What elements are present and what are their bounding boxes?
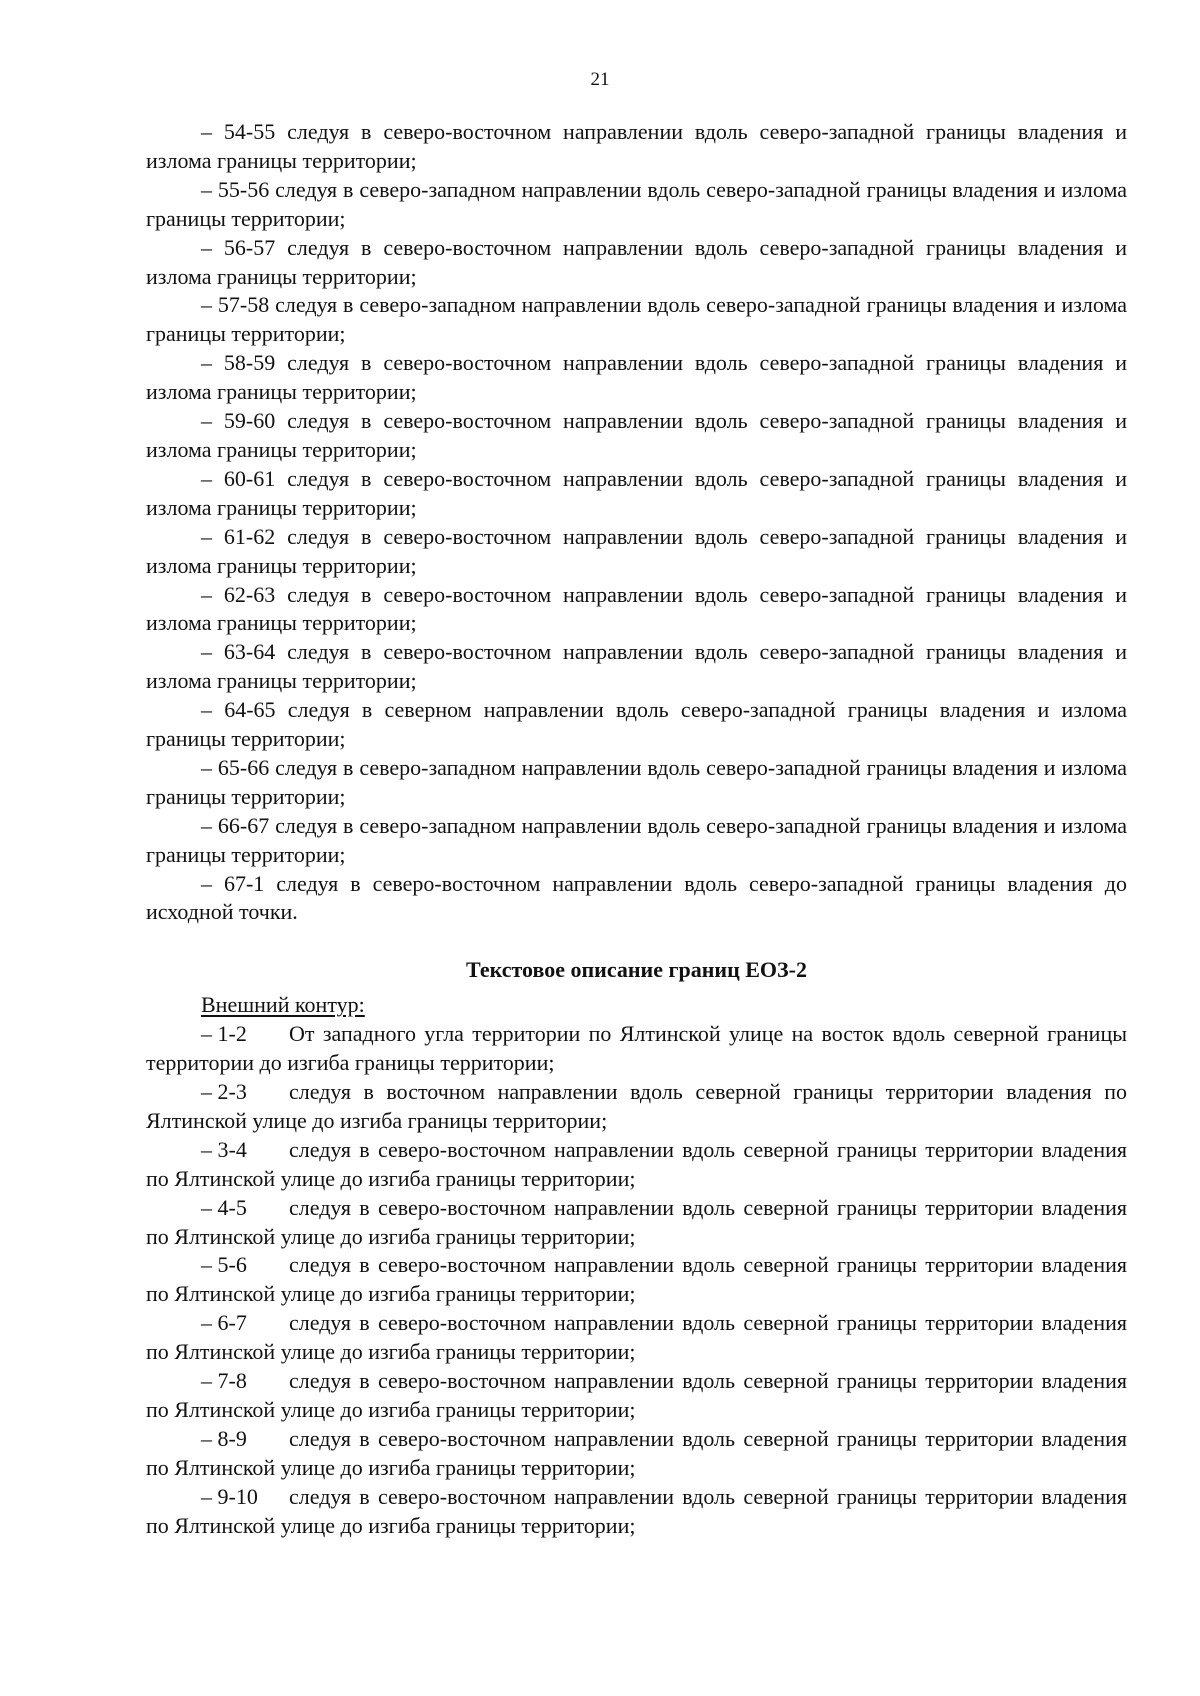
boundary-segment-item bbox=[146, 581, 1127, 639]
segment-number: – 60-61 bbox=[201, 465, 288, 491]
segment-description: следуя в северо-восточном направлении вдоль северо-западной границы владения и излома границы территории; bbox=[146, 408, 1128, 462]
segment-description: следуя в северо-восточном направлении вдоль северо-западной границы владения и излома границы территории; bbox=[146, 234, 1128, 289]
segment-number: – 55-56 bbox=[201, 176, 276, 202]
segment-number: – 56-57 bbox=[201, 234, 288, 260]
page-number: 21 bbox=[590, 69, 610, 90]
segment-description: следуя в северо-восточном направлении вдоль северо-западной границы владения до исходной точки. bbox=[146, 870, 1127, 925]
segment-description: следуя в северо-восточном направлении вдоль северо-западной границы владения и излома границы территории; bbox=[146, 119, 1128, 173]
segment-number: – 58-59 bbox=[201, 350, 288, 376]
segment-number: – 59-60 bbox=[201, 408, 288, 434]
document-body bbox=[146, 118, 1127, 1541]
boundary-segment-item bbox=[146, 1309, 1127, 1367]
boundary-segment-item bbox=[146, 754, 1127, 812]
boundary-list-part1 bbox=[146, 118, 1127, 927]
boundary-segment-item bbox=[146, 1367, 1127, 1425]
boundary-segment-item bbox=[146, 523, 1127, 581]
segment-number: – 9-10 bbox=[201, 1483, 258, 1509]
segment-description: следуя в северо-западном направлении вдоль северо-западной границы владения и излома границы территории; bbox=[146, 292, 1128, 347]
boundary-segment-item bbox=[146, 1078, 1127, 1136]
segment-description: следуя в северо-восточном направлении вдоль северо-западной границы владения и излома границы территории; bbox=[146, 523, 1128, 578]
segment-number: – 3-4 bbox=[201, 1136, 247, 1162]
segment-description: следуя в северо-восточном направлении вдоль северной границы территории владения по Ялтинской улице до изгиба границы территории; bbox=[146, 1136, 1127, 1191]
section-title: Текстовое описание границ ЕОЗ-2 bbox=[466, 957, 807, 983]
boundary-list-part2 bbox=[146, 1020, 1127, 1540]
segment-description: следуя в северо-западном направлении вдоль северо-западной границы владения и излома границы территории; bbox=[146, 754, 1128, 809]
boundary-segment-item bbox=[146, 349, 1127, 407]
segment-number: – 8-9 bbox=[201, 1425, 247, 1451]
boundary-segment-item bbox=[146, 1425, 1127, 1483]
boundary-segment-item bbox=[146, 812, 1127, 870]
segment-number: – 62-63 bbox=[201, 581, 288, 607]
segment-description: следуя в северо-восточном направлении вдоль северо-западной границы владения и излома границы территории; bbox=[146, 465, 1128, 520]
segment-number: – 5-6 bbox=[201, 1252, 247, 1278]
boundary-segment-item bbox=[146, 696, 1127, 754]
boundary-segment-item bbox=[146, 407, 1127, 465]
segment-description: следуя в северо-восточном направлении вдоль северной границы территории владения по Ялтинской улице до изгиба границы территории; bbox=[146, 1252, 1127, 1307]
segment-description: следуя в северо-восточном направлении вдоль северной границы территории владения по Ялтинской улице до изгиба границы территории; bbox=[146, 1483, 1127, 1538]
boundary-segment-item bbox=[146, 1194, 1127, 1252]
segment-description: следуя в северо-восточном направлении вдоль северной границы территории владения по Ялтинской улице до изгиба границы территории; bbox=[146, 1368, 1127, 1422]
boundary-segment-item bbox=[146, 118, 1127, 176]
segment-description: следуя в северо-восточном направлении вдоль северо-западной границы владения и излома границы территории; bbox=[146, 639, 1128, 694]
boundary-segment-item bbox=[146, 176, 1127, 234]
boundary-segment-item bbox=[146, 465, 1127, 523]
segment-number: – 1-2 bbox=[201, 1021, 247, 1047]
segment-description: следуя в северо-восточном направлении вдоль северо-западной границы владения и излома границы территории; bbox=[146, 350, 1128, 405]
segment-number: – 61-62 bbox=[201, 523, 288, 549]
segment-description: следуя в северо-восточном направлении вдоль северо-западной границы владения и излома границы территории; bbox=[146, 581, 1128, 636]
boundary-segment-item bbox=[146, 291, 1127, 349]
boundary-segment-item bbox=[146, 638, 1127, 696]
boundary-segment-item bbox=[146, 1136, 1127, 1194]
segment-number: – 7-8 bbox=[201, 1368, 247, 1394]
segment-number: – 54-55 bbox=[201, 119, 288, 144]
boundary-segment-item bbox=[146, 234, 1127, 292]
boundary-segment-item bbox=[146, 1483, 1127, 1541]
segment-description: следуя в северо-восточном направлении вдоль северной границы территории владения по Ялтинской улице до изгиба границы территории; bbox=[146, 1194, 1127, 1249]
subheading-label: Внешний контур: bbox=[201, 992, 365, 1018]
segment-description: следуя в северо-западном направлении вдоль северо-западной границы владения и излома границы территории; bbox=[146, 176, 1128, 231]
segment-description: следуя в северном направлении вдоль северо-западной границы владения и излома границы территории; bbox=[146, 697, 1127, 752]
segment-number: – 6-7 bbox=[201, 1310, 247, 1336]
segment-number: – 57-58 bbox=[201, 292, 276, 318]
segment-number: – 2-3 bbox=[201, 1079, 247, 1104]
segment-number: – 64-65 bbox=[201, 697, 288, 723]
segment-number: – 66-67 bbox=[201, 812, 276, 838]
segment-number: – 65-66 bbox=[201, 754, 276, 780]
subheading-outer-contour bbox=[146, 991, 1127, 1020]
boundary-segment-item bbox=[146, 1251, 1127, 1309]
segment-description: следуя в северо-восточном направлении вдоль северной границы территории владения по Ялтинской улице до изгиба границы территории; bbox=[146, 1425, 1127, 1480]
segment-description: От западного угла территории по Ялтинской улице на восток вдоль северной границы территории до изгиба границы территории; bbox=[146, 1021, 1127, 1076]
segment-description: следуя в восточном направлении вдоль северной границы территории владения по Ялтинской улице до изгиба границы территории; bbox=[146, 1079, 1127, 1133]
segment-number: – 63-64 bbox=[201, 639, 288, 665]
segment-description: следуя в северо-восточном направлении вдоль северной границы территории владения по Ялтинской улице до изгиба границы территории; bbox=[146, 1310, 1127, 1365]
segment-number: – 67-1 bbox=[201, 870, 277, 896]
segment-number: – 4-5 bbox=[201, 1194, 247, 1220]
segment-description: следуя в северо-западном направлении вдоль северо-западной границы владения и излома границы территории; bbox=[146, 812, 1128, 867]
boundary-segment-item bbox=[146, 870, 1127, 928]
boundary-segment-item bbox=[146, 1020, 1127, 1078]
